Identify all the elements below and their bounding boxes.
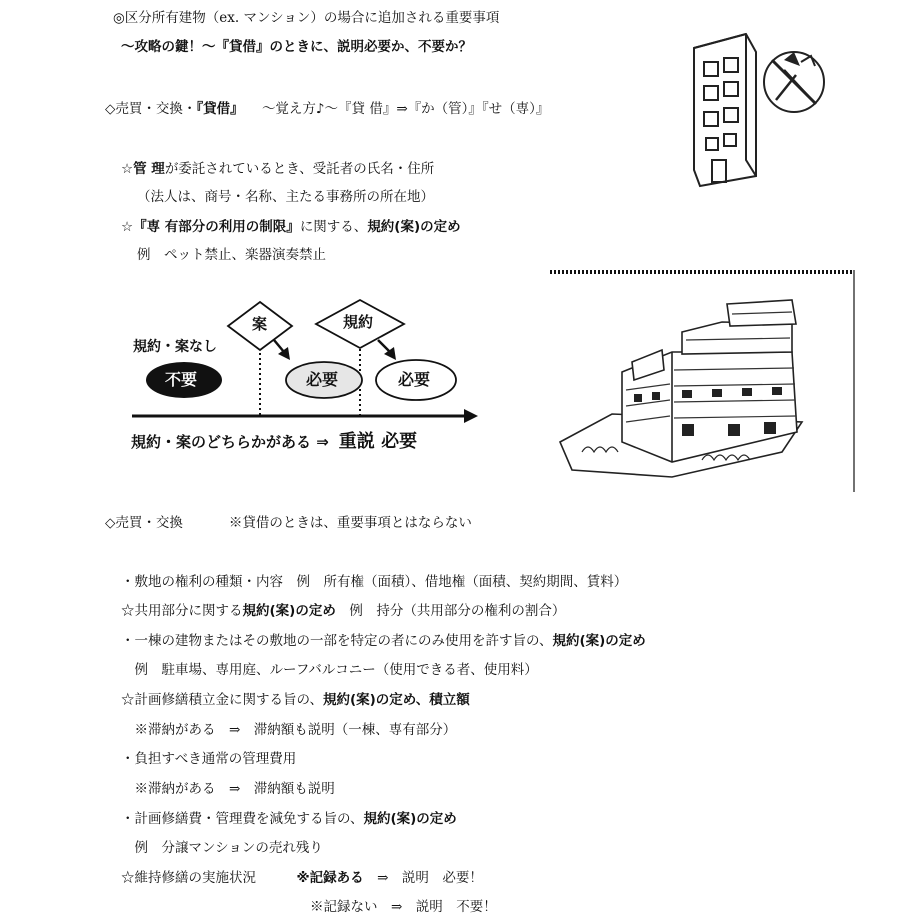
item-management-note: （法人は、商号・名称、主たる事務所の所在地） [137, 189, 434, 205]
section2-heading-note: ※貸借のときは、重要事項とはならない [228, 515, 472, 531]
list-item-text: 例 分譲マンションの売れ残り [121, 840, 323, 856]
list-item-text: ☆計画修繕積立金に関する旨の、 [121, 692, 323, 708]
list-item-bold: 規約(案)の定め、積立額 [322, 692, 470, 708]
oval-unneeded-label: 不要 [165, 370, 198, 389]
list-item-text: ・一棟の建物またはその敷地の一部を特定の者にのみ使用を許す旨の、 [121, 633, 553, 649]
list-item-text: ※滞納がある ⇒ 滞納額も説明（一棟、専有部分） [121, 722, 457, 738]
vertical-divider [852, 270, 856, 492]
dotted-divider [548, 268, 858, 276]
list-item-post: ⇒ 説明 必要！ [363, 870, 483, 886]
star-mark: ☆ [121, 161, 134, 177]
list-item-bold: 規約(案)の定め [552, 633, 646, 649]
building-illustration [676, 20, 836, 190]
item-exclusive-mid: に関する、 [299, 219, 368, 235]
diagram-conclusion [131, 431, 417, 453]
list-item [121, 751, 296, 767]
diagram-conclusion-text: 規約・案のどちらかがある ⇒ [131, 433, 329, 451]
list-item-text: ・敷地の権利の種類・内容 例 所有権（面積）、借地権（面積、契約期間、賃料） [121, 574, 628, 590]
section1-memo: ～覚え方♪～『貸 借』⇒『か（管）』『せ（専）』 [261, 101, 550, 117]
page-title: ◎区分所有建物（ex. マンション）の場合に追加される重要事項 [113, 10, 500, 26]
list-item [121, 840, 323, 856]
list-item-post: 例 持分（共用部分の権利の割合） [335, 603, 566, 619]
list-item [121, 603, 565, 619]
list-item-text: 例 駐車場、専用庭、ルーフバルコニー（使用できる者、使用料） [121, 662, 538, 678]
diamond-draft-label: 案 [252, 315, 268, 333]
list-item [121, 870, 483, 886]
mansion-illustration [552, 292, 812, 484]
oval-needed-1-label: 必要 [306, 370, 339, 389]
section1-heading-bold: 『貸借』 [196, 101, 244, 117]
list-item-text: ・計画修繕費・管理費を減免する旨の、 [121, 811, 364, 827]
list-item [121, 574, 627, 590]
list-item [121, 722, 456, 738]
list-item-text: ※記録ない ⇒ 説明 不要！ [310, 899, 497, 915]
item-management-text: が委託されているとき、受託者の氏名・住所 [164, 161, 435, 177]
item-exclusive-example: 例 ペット禁止、楽器演奏禁止 [137, 247, 326, 263]
item-exclusive [121, 219, 461, 235]
list-item [121, 781, 335, 797]
list-item-text: ※滞納がある ⇒ 滞納額も説明 [121, 781, 335, 797]
list-item [121, 692, 470, 708]
list-item-bold: 規約(案)の定め [242, 603, 336, 619]
list-item-text: ・負担すべき通常の管理費用 [121, 751, 297, 767]
section2-heading-text: ◇売買・交換 [105, 515, 183, 531]
list-item [310, 899, 497, 915]
list-item [121, 662, 538, 678]
diamond-rules-label: 規約 [343, 313, 374, 331]
diagram-conclusion-bold: 重説 必要 [338, 431, 418, 452]
list-item-text: ☆維持修繕の実施状況 [121, 870, 297, 886]
list-item-bold: 規約(案)の定め [363, 811, 457, 827]
page-subtitle: ～攻略の鍵！～『貸借』のときに、説明必要か、不要か？ [121, 39, 472, 55]
item-exclusive-bold: 『専 有部分の利用の制限』 [133, 219, 300, 235]
item-exclusive-bold2: 規約(案)の定め [367, 219, 461, 235]
section1-heading [105, 101, 549, 117]
regulation-diagram [128, 300, 488, 422]
list-item-text: ☆共用部分に関する [121, 603, 243, 619]
star-mark: ☆ [121, 219, 134, 235]
section1-heading-prefix: ◇売買・交換・ [105, 101, 197, 117]
list-item [121, 811, 457, 827]
item-management [121, 161, 434, 177]
label-no-rules: 規約・案なし [133, 339, 217, 355]
list-item-bold: ※記録ある [296, 870, 364, 886]
list-item [121, 633, 646, 649]
item-management-bold: 管 理 [133, 161, 165, 177]
section2-heading [105, 515, 472, 531]
oval-needed-2-label: 必要 [398, 370, 431, 389]
